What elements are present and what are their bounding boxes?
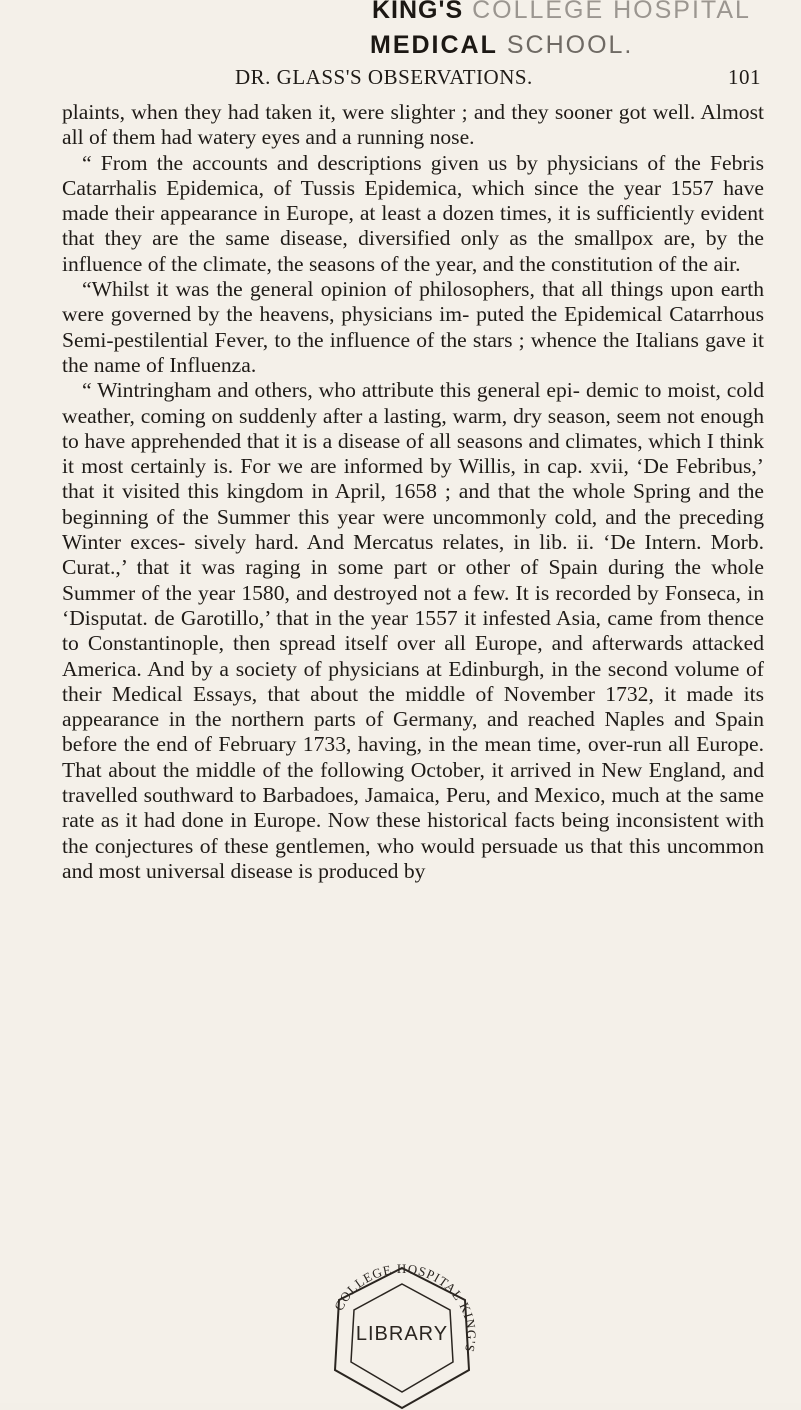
paragraph-2: “ From the accounts and descriptions given us by physicians of the Febris Catarrhalis Epidemica, of Tussis Epidemica, which since the year 1557 have made their appearance in Europe, at least a dozen times, it is sufficiently evident that they are the same disease, diversified only as the smallpox are, by the influence of the climate, the seasons of the year, and the constitution of the air. (62, 150, 764, 276)
stamp-medical: MEDICAL (370, 31, 498, 59)
paragraph-4: “ Wintringham and others, who attribute this general epi- demic to moist, cold weather, coming on suddenly after a lasting, warm, dry season, seem not enough to have apprehended that it is a disease of all seasons and climates, which I think it most certainly is. For we are informed by Willis, in cap. xvii, ‘De Febribus,’ that it visited this kingdom in April, 1658 ; and that the whole Spring and the beginning of the Summer this year were uncommonly cold, and the preceding Winter exces- sively hard. And Mercatus relates, in lib. ii. ‘De Intern. Morb. Curat.,’ that it was raging in some part or other of Spain during the whole Summer of the year 1580, and destroyed not a few. It is recorded by Fonseca, in ‘Disputat. de Garotillo,’ that in the year 1557 it infested Asia, came from thence to Constantinople, then spread itself over all Europe, and afterwards attacked America. And by a society of physicians at Edinburgh, in the second volume of their Medical Essays, that about the middle of November 1732, it made its appearance in the northern parts of Germany, and reached Naples and Spain before the end of February 1733, having, in the mean time, over-run all Europe. That about the middle of the following October, it arrived in New England, and travelled southward to Barbadoes, Jamaica, Peru, and Mexico, much at the same rate as it had done in Europe. Now these historical facts being inconsistent with the conjectures of these gentlemen, who would persuade us that this uncommon and most universal disease is produced by (62, 378, 764, 883)
library-seal (317, 1260, 487, 1410)
stamp-school: SCHOOL. (497, 31, 634, 59)
paragraph-3: “Whilst it was the general opinion of philosophers, that all things upon earth were governed by the heavens, physicians im- puted the Epidemical Catarrhous Semi-pestilential Fever, to the influence of the stars ; whence the Italians gave it the name of Influenza. (62, 277, 764, 377)
stamp-line-2 (370, 31, 633, 60)
running-title: DR. GLASS'S OBSERVATIONS. (235, 65, 533, 89)
running-head (235, 65, 761, 95)
seal-ring-text: COLLEGE HOSPITAL KING'S (330, 1260, 480, 1355)
page-number: 101 (728, 65, 761, 89)
body-text (62, 100, 764, 884)
seal-center-text: LIBRARY (355, 1323, 449, 1345)
stamp-college-hospital: COLLEGE HOSPITAL (463, 0, 751, 24)
paragraph-1: plaints, when they had taken it, were slighter ; and they sooner got well. Almost all of them had watery eyes and a running nose. (62, 100, 764, 150)
stamp-kings: KING'S (372, 0, 464, 24)
stamp-line-1 (372, 0, 751, 25)
